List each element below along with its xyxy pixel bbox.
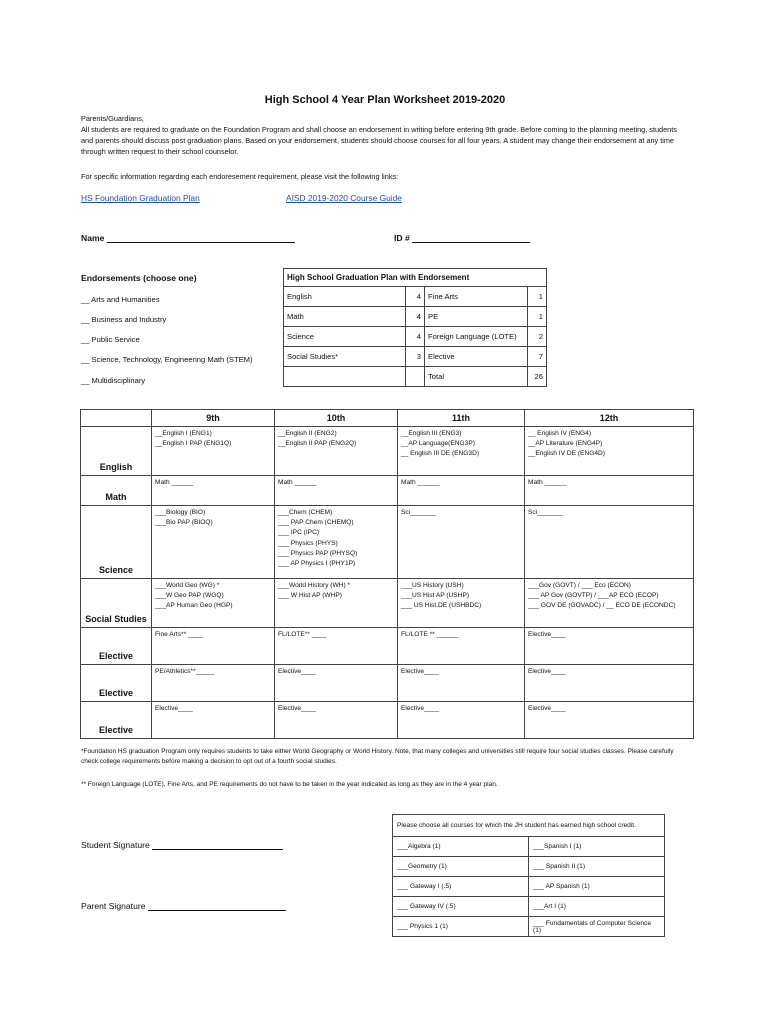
course-option[interactable]: Elective____ xyxy=(528,631,566,638)
subject-label: Elective xyxy=(81,628,152,665)
plan-row xyxy=(81,579,694,628)
course-option[interactable]: FL/LOTE ** ______ xyxy=(401,631,459,638)
course-cell[interactable] xyxy=(152,427,275,476)
course-option[interactable]: Math ______ xyxy=(155,479,194,486)
course-cell[interactable] xyxy=(152,476,275,506)
course-option[interactable]: ___AP Human Geo (HGP) xyxy=(155,602,233,610)
footnote-requirements: ** Foreign Language (LOTE), Fine Arts, and PE requirements do not have to be taken in the year indicated as long as they are in the 4 year plan. xyxy=(81,781,498,788)
plan-row xyxy=(81,427,694,476)
plan-row xyxy=(81,628,694,665)
subject-label: Elective xyxy=(81,665,152,702)
credits-cell: 2 xyxy=(528,327,547,347)
plan-row xyxy=(81,506,694,579)
course-option[interactable]: ___ PAP Chem (CHEMQ) xyxy=(278,519,354,527)
graduation-plan-heading: High School Graduation Plan with Endorsement xyxy=(284,269,547,287)
subject-label: Social Studies xyxy=(81,579,152,628)
course-option[interactable]: ___Gov (GOVT) / ___ Eco (ECON) xyxy=(528,582,631,589)
credit-option[interactable]: ___Algebra (1) xyxy=(393,837,529,857)
subject-label: Elective xyxy=(81,702,152,739)
credit-option[interactable]: ___Geometry (1) xyxy=(393,857,529,877)
credits-cell: 1 xyxy=(528,307,547,327)
course-cell[interactable] xyxy=(525,628,694,665)
table-row xyxy=(284,287,547,307)
credits-cell: 4 xyxy=(406,307,425,327)
course-option[interactable]: ___ Physics PAP (PHYSQ) xyxy=(278,549,358,557)
course-option[interactable]: __English I (ENG1) xyxy=(155,430,212,437)
course-option[interactable]: Elective____ xyxy=(401,668,439,675)
year-header: 12th xyxy=(525,410,694,427)
id-line xyxy=(412,233,530,243)
course-option[interactable]: ___US History (USH) xyxy=(401,582,464,589)
course-cell[interactable] xyxy=(398,665,525,702)
endorsement-option[interactable]: __ Science, Technology, Engineering Math (STEM) xyxy=(81,355,253,364)
greeting: Parents/Guardians, xyxy=(81,114,144,123)
endorsement-option[interactable]: __ Business and Industry xyxy=(81,315,167,324)
credit-option[interactable]: ___ Gateway I (.5) xyxy=(393,877,529,897)
course-cell[interactable] xyxy=(275,427,398,476)
plan-row xyxy=(81,702,694,739)
course-option[interactable]: ___ GOV DE (GOVADC) / __ ECO DE (ECONDC) xyxy=(528,602,676,610)
year-header: 10th xyxy=(275,410,398,427)
course-guide-link[interactable]: AISD 2019-2020 Course Guide xyxy=(286,193,402,203)
course-option[interactable]: ___Chem (CHEM) xyxy=(278,509,333,516)
course-cell[interactable] xyxy=(275,665,398,702)
course-option[interactable]: ___ US Hist.DE (USHBDC) xyxy=(401,602,482,610)
course-option[interactable]: ___ AP Physics I (PHY1P) xyxy=(278,560,356,568)
table-row xyxy=(393,837,665,857)
course-option[interactable]: __AP Language(ENG3P) xyxy=(401,440,475,448)
id-label: ID # xyxy=(394,233,410,243)
table-row xyxy=(393,857,665,877)
graduation-plan-table xyxy=(283,268,547,387)
table-row xyxy=(284,367,547,387)
course-option[interactable]: Math ______ xyxy=(401,479,440,486)
credits-cell: 1 xyxy=(528,287,547,307)
course-cell[interactable] xyxy=(398,506,525,579)
corner-cell xyxy=(81,410,152,427)
course-cell[interactable] xyxy=(525,665,694,702)
subject-cell: English xyxy=(284,287,406,307)
course-option[interactable]: ___US Hist AP (USHP) xyxy=(401,592,470,600)
course-cell[interactable] xyxy=(398,702,525,739)
course-cell[interactable] xyxy=(275,506,398,579)
name-field[interactable] xyxy=(81,233,295,243)
course-option[interactable]: __English II PAP (ENG2Q) xyxy=(278,440,357,448)
year-header: 9th xyxy=(152,410,275,427)
credit-option[interactable]: ___Spanish I (1) xyxy=(529,837,665,857)
credits-cell: 4 xyxy=(406,327,425,347)
parent-signature-field[interactable] xyxy=(81,901,286,911)
course-cell[interactable] xyxy=(152,665,275,702)
subject-cell: Elective xyxy=(425,347,528,367)
course-option[interactable]: __English II (ENG2) xyxy=(278,430,337,437)
plan-row xyxy=(81,476,694,506)
course-option[interactable]: ___ AP Gov (GOVTP) / ___AP ECO (ECOP) xyxy=(528,592,659,600)
course-cell[interactable] xyxy=(152,628,275,665)
credit-option[interactable]: ___ Fundamentals of Computer Science (1) xyxy=(529,917,665,937)
signature-line xyxy=(148,901,286,911)
course-cell[interactable] xyxy=(275,579,398,628)
course-option[interactable]: __AP Literature (ENG4P) xyxy=(528,440,603,448)
course-option[interactable]: Fine Arts** ____ xyxy=(155,631,203,638)
plan-row xyxy=(81,665,694,702)
course-cell[interactable] xyxy=(152,702,275,739)
endorsements-heading: Endorsements (choose one) xyxy=(81,273,197,283)
course-cell[interactable] xyxy=(275,476,398,506)
footnote-social-studies: *Foundation HS graduation Program only requires students to take either World Geography or World History. Note, that many colleges and universities still require four social studies classes. Please carefully check college requirements before making a decision to opt out of a fourth social studies. xyxy=(81,748,674,765)
course-option[interactable]: Elective____ xyxy=(278,668,316,675)
course-cell[interactable] xyxy=(152,506,275,579)
course-option[interactable]: ___Biology (BIO) xyxy=(155,509,206,516)
credit-option[interactable]: ___ AP Spanish (1) xyxy=(529,877,665,897)
credits-cell: 7 xyxy=(528,347,547,367)
course-option[interactable]: __ English III DE (ENG3D) xyxy=(401,450,480,458)
course-option[interactable]: __English I PAP (ENG1Q) xyxy=(155,440,232,448)
total-label: Total xyxy=(425,367,528,387)
endorsement-option[interactable]: __ Arts and Humanities xyxy=(81,295,160,304)
course-option[interactable]: __ English IV (ENG4) xyxy=(528,430,592,437)
course-option[interactable]: Math ______ xyxy=(278,479,317,486)
course-option[interactable]: Math ______ xyxy=(528,479,567,486)
course-cell[interactable] xyxy=(275,628,398,665)
id-field[interactable] xyxy=(394,233,530,243)
subject-cell: Foreign Language (LOTE) xyxy=(425,327,528,347)
student-signature-label: Student Signature xyxy=(81,840,150,850)
subject-label: English xyxy=(81,427,152,476)
table-row xyxy=(393,917,665,937)
course-cell[interactable] xyxy=(525,476,694,506)
student-signature-field[interactable] xyxy=(81,840,283,850)
links-intro: For specific information regarding each endoresement requirement, please visit the following links: xyxy=(81,172,399,181)
course-option[interactable]: ___ W Hist AP (WHP) xyxy=(278,592,342,600)
course-cell[interactable] xyxy=(398,476,525,506)
course-option[interactable]: ___ Physics (PHYS) xyxy=(278,539,338,547)
course-option[interactable]: Elective____ xyxy=(401,705,439,712)
course-cell[interactable] xyxy=(525,579,694,628)
course-option[interactable]: FL/LOTE** ____ xyxy=(278,631,327,638)
table-row xyxy=(393,897,665,917)
course-cell[interactable] xyxy=(398,579,525,628)
course-option[interactable]: ___World Geo (WG) * xyxy=(155,582,220,589)
endorsement-option[interactable]: __ Public Service xyxy=(81,335,140,344)
year-header: 11th xyxy=(398,410,525,427)
page-title: High School 4 Year Plan Worksheet 2019-2020 xyxy=(264,94,506,106)
name-label: Name xyxy=(81,233,105,243)
course-option[interactable]: PE/Athletics**_____ xyxy=(155,668,215,675)
credit-table-heading: Please choose all courses for which the JH student has earned high school credit. xyxy=(393,815,665,837)
subject-cell: Fine Arts xyxy=(425,287,528,307)
course-option[interactable]: Sci_______ xyxy=(528,509,563,516)
course-option[interactable]: Elective____ xyxy=(155,705,193,712)
subject-label: Math xyxy=(81,476,152,506)
subject-cell: Math xyxy=(284,307,406,327)
course-cell[interactable] xyxy=(525,702,694,739)
total-value: 26 xyxy=(528,367,547,387)
credits-cell xyxy=(406,367,425,387)
four-year-plan-table xyxy=(80,409,694,739)
course-cell[interactable] xyxy=(398,628,525,665)
course-option[interactable]: __English IV DE (ENG4D) xyxy=(528,450,605,458)
name-line xyxy=(107,233,295,243)
subject-cell xyxy=(284,367,406,387)
table-row xyxy=(284,347,547,367)
subject-label: Science xyxy=(81,506,152,579)
subject-cell: Social Studies* xyxy=(284,347,406,367)
course-cell[interactable] xyxy=(398,427,525,476)
jh-credit-table xyxy=(392,814,665,937)
course-option[interactable]: Elective____ xyxy=(278,705,316,712)
course-option[interactable]: ___ IPC (IPC) xyxy=(278,529,320,537)
credit-option[interactable]: ___Art I (1) xyxy=(529,897,665,917)
foundation-plan-link[interactable]: HS Foundation Graduation Plan xyxy=(81,193,200,203)
parent-signature-label: Parent Signature xyxy=(81,901,146,911)
course-option[interactable]: Elective____ xyxy=(528,668,566,675)
year-header-row xyxy=(81,410,694,427)
course-option[interactable]: ___Bio PAP (BIOQ) xyxy=(155,519,213,527)
course-option[interactable]: ___W Geo PAP (WGQ) xyxy=(155,592,224,600)
course-cell[interactable] xyxy=(152,579,275,628)
signature-line xyxy=(152,840,283,850)
course-option[interactable]: Elective____ xyxy=(528,705,566,712)
credit-option[interactable]: ___ Physics 1 (1) xyxy=(393,917,529,937)
subject-cell: PE xyxy=(425,307,528,327)
credit-option[interactable]: ___ Spanish II (1) xyxy=(529,857,665,877)
course-option[interactable]: Sci_______ xyxy=(401,509,436,516)
course-cell[interactable] xyxy=(525,506,694,579)
course-option[interactable]: __English III (ENG3) xyxy=(401,430,462,437)
course-cell[interactable] xyxy=(275,702,398,739)
course-cell[interactable] xyxy=(525,427,694,476)
endorsement-option[interactable]: __ Multidisciplinary xyxy=(81,376,146,385)
intro-paragraph: All students are required to graduate on the Foundation Program and shall choose an endorsement in writing before entering 9th grade. Before coming to the planning meeting, students and parents should discuss post graduation plans. Based on your endorsement, students should choose courses for all four years. A student may change their endorsement at any time through written request to their school counselor. xyxy=(81,125,677,156)
course-option[interactable]: ___World History (WH) * xyxy=(278,582,351,589)
subject-cell: Science xyxy=(284,327,406,347)
table-row xyxy=(284,327,547,347)
table-row xyxy=(393,877,665,897)
credits-cell: 4 xyxy=(406,287,425,307)
credit-option[interactable]: ___ Gateway IV (.5) xyxy=(393,897,529,917)
credits-cell: 3 xyxy=(406,347,425,367)
table-row xyxy=(284,307,547,327)
